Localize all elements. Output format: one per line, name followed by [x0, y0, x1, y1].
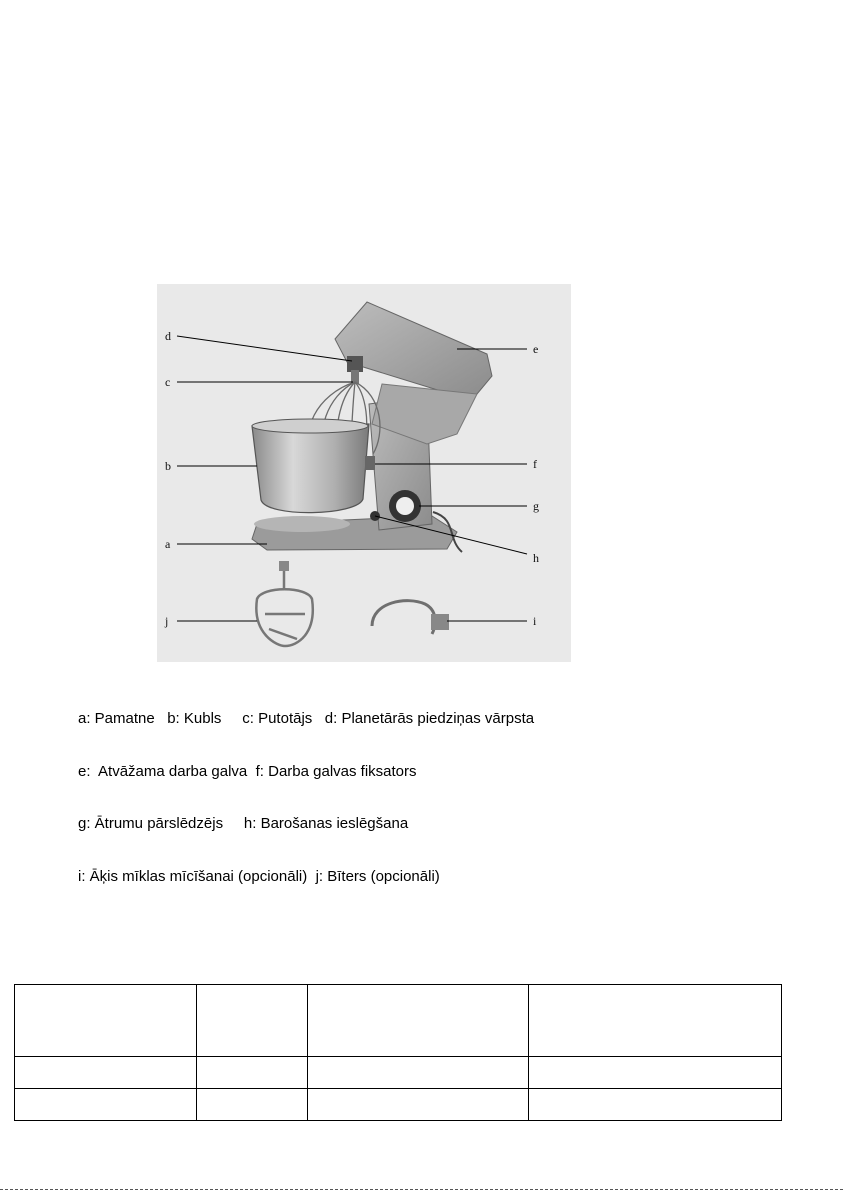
callout-g: g	[533, 499, 539, 513]
table-cell	[308, 1089, 529, 1121]
mixer-figure	[157, 284, 571, 662]
callout-e: e	[533, 342, 539, 356]
callout-i: i	[533, 614, 537, 628]
table-cell	[15, 985, 197, 1057]
callout-j: j	[165, 614, 169, 628]
table-cell	[529, 1057, 782, 1089]
callout-f: f	[533, 457, 537, 471]
callout-h: h	[533, 551, 539, 565]
table-cell	[197, 985, 308, 1057]
table-cell	[197, 1089, 308, 1121]
parts-legend	[78, 675, 534, 903]
table-cell	[529, 985, 782, 1057]
legend-line: e: Atvāžama darba galva f: Darba galvas fiksators	[78, 762, 417, 780]
legend-line: i: Āķis mīklas mīcīšanai (opcionāli) j: Bīters (opcionāli)	[78, 867, 440, 885]
table-cell	[15, 1089, 197, 1121]
callout-b: b	[165, 459, 171, 473]
table-cell	[197, 1057, 308, 1089]
callout-a: a	[165, 537, 171, 551]
page-footer-divider	[0, 1189, 843, 1190]
table-cell	[308, 985, 529, 1057]
table-cell	[529, 1089, 782, 1121]
table-cell	[308, 1057, 529, 1089]
table-row	[15, 1089, 782, 1121]
callout-d: d	[165, 329, 171, 343]
legend-line: g: Ātrumu pārslēdzējs h: Barošanas ieslēgšana	[78, 815, 409, 832]
spec-table	[14, 984, 782, 1121]
stand-mixer-illustration	[157, 284, 571, 662]
table-row	[15, 1057, 782, 1089]
table-row	[15, 985, 782, 1057]
table-cell	[15, 1057, 197, 1089]
callout-c: c	[165, 375, 171, 389]
legend-line: a: Pamatne b: Kubls c: Putotājs d: Planetārās piedziņas vārpsta	[78, 710, 535, 727]
